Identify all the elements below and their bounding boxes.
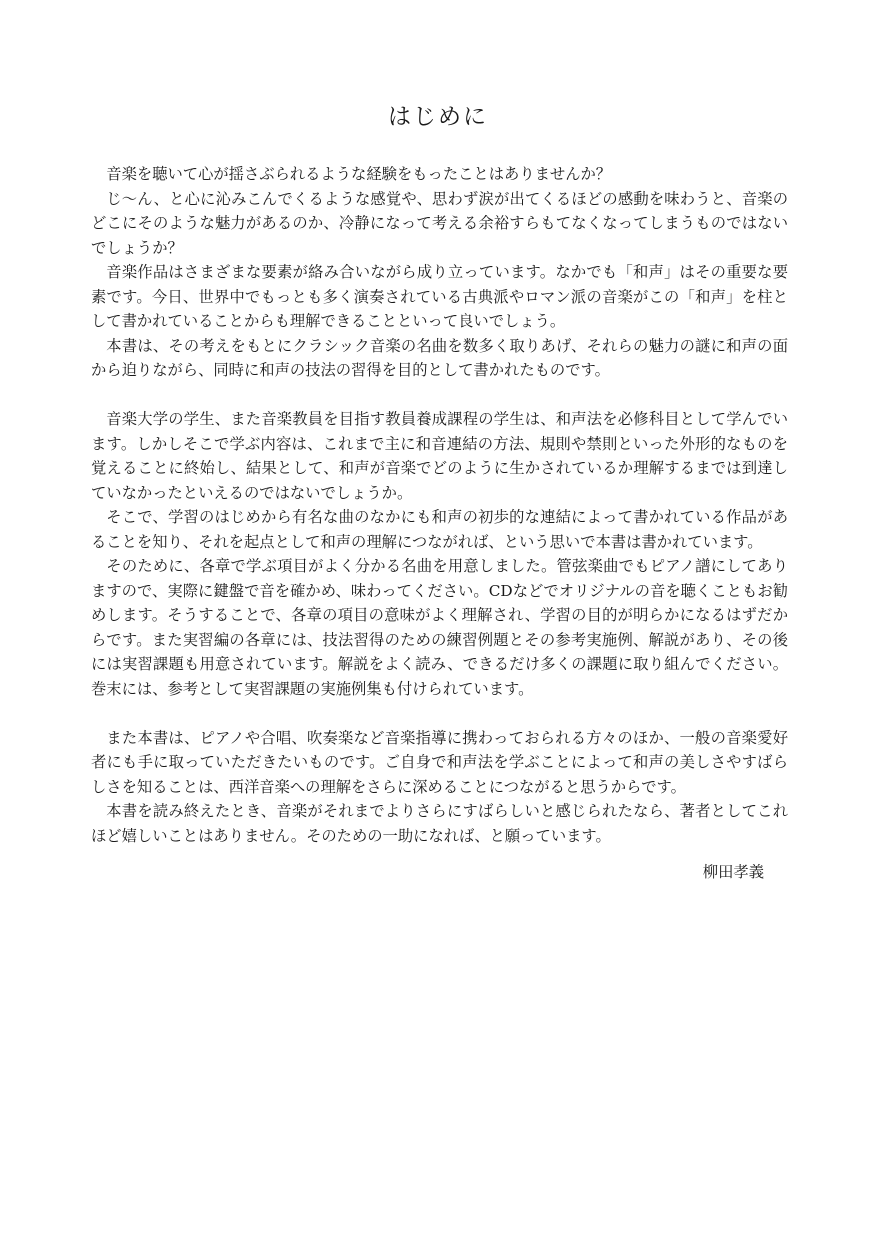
section-gap	[91, 701, 788, 726]
author-signature: 柳田孝義	[702, 863, 764, 881]
page-title: はじめに	[388, 104, 488, 130]
paragraph-4: 本書は、その考えをもとにクラシック音楽の名曲を数多く取りあげ、それらの魅力の謎に和声の面から迫りながら、同時に和声の技法の習得を目的として書かれたものです。	[91, 336, 788, 379]
section-gap	[91, 383, 788, 408]
paragraph-6: そこで、学習のはじめから有名な曲のなかにも和声の初歩的な連結によって書かれている作品があることを知り、それを起点として和声の理解につながれば、という思いで本書は書かれています。	[91, 508, 788, 551]
body-text	[91, 162, 788, 848]
paragraph-7: そのために、各章で学ぶ項目がよく分かる名曲を用意しました。管弦楽曲でもピアノ譜にしてありますので、実際に鍵盤で音を確かめ、味わってください。CDなどでオリジナルの音を聴くこともお勧めします。そうすることで、各章の項目の意味がよく理解され、学習の目的が明らかになるはずだからです。また実習編の各章には、技法習得のための練習例題とその参考実施例、解説があり、その後には実習課題も用意されています。解説をよく読み、できるだけ多くの課題に取り組んでください。巻末には、参考として実習課題の実施例集も付けられています。	[91, 557, 788, 698]
paragraph-5: 音楽大学の学生、また音楽教員を目指す教員養成課程の学生は、和声法を必修科目として学んでいます。しかしそこで学ぶ内容は、これまで主に和音連結の方法、規則や禁則といった外形的なものを覚えることに終始し、結果として、和声が音楽でどのように生かされているか理解するまでは到達していなかったといえるのではないでしょうか。	[91, 410, 788, 502]
paragraph-3: 音楽作品はさまざまな要素が絡み合いながら成り立っています。なかでも「和声」はその重要な要素です。今日、世界中でもっとも多く演奏されている古典派やロマン派の音楽がこの「和声」を柱として書かれていることからも理解できることといって良いでしょう。	[91, 263, 788, 330]
paragraph-9: 本書を読み終えたとき、音楽がそれまでよりさらにすばらしいと感じられたなら、著者としてこれほど嬉しいことはありません。そのための一助になれば、と願っています。	[91, 802, 788, 845]
paragraph-1: 音楽を聴いて心が揺さぶられるような経験をもったことはありませんか？	[106, 165, 612, 183]
paragraph-2: じ～ん、と心に沁みこんでくるような感覚や、思わず涙が出てくるほどの感動を味わうと、音楽のどこにそのような魅力があるのか、冷静になって考える余裕すらもてなくなってしまうものではないでしょうか？	[91, 189, 788, 257]
paragraph-8: また本書は、ピアノや合唱、吹奏楽など音楽指導に携わっておられる方々のほか、一般の音楽愛好者にも手に取っていただきたいものです。ご自身で和声法を学ぶことによって和声の美しさやすばらしさを知ることは、西洋音楽への理解をさらに深めることにつながると思うからです。	[91, 728, 788, 796]
